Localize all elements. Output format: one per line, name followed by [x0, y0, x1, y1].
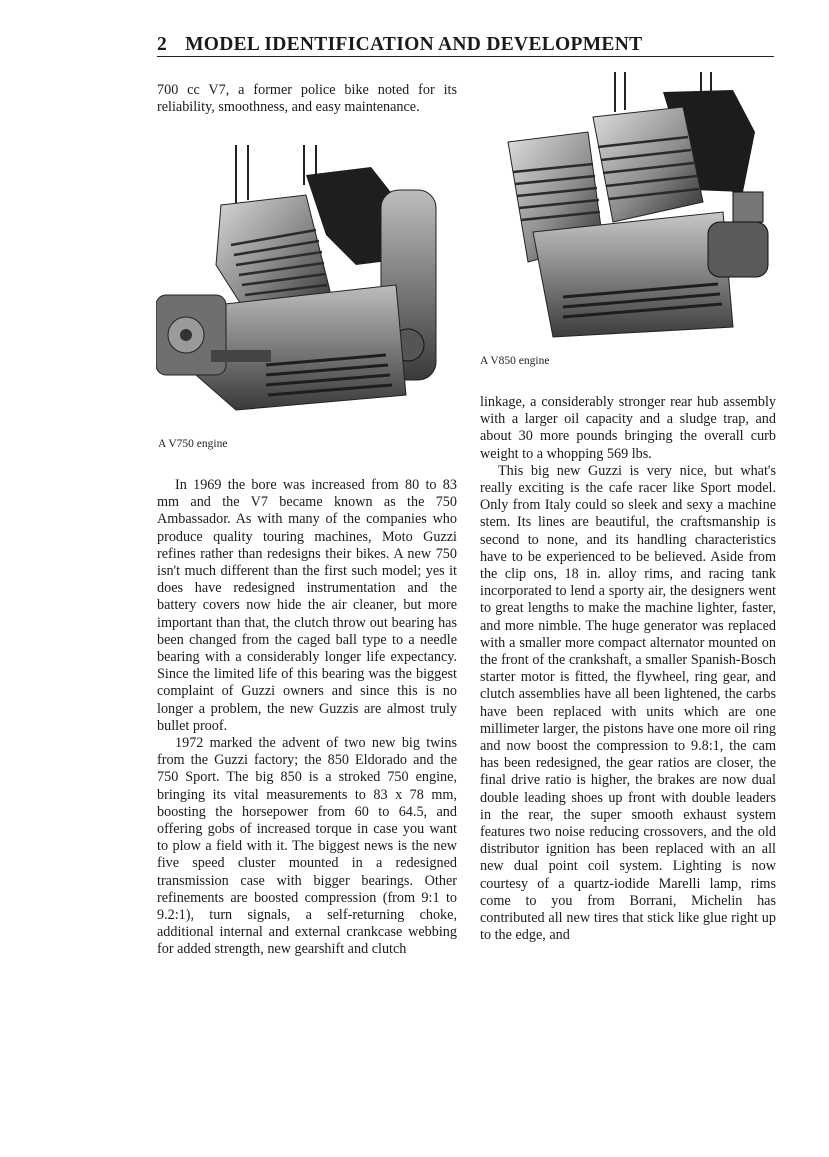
v750-caption: A V750 engine [158, 438, 228, 450]
page-header [157, 28, 774, 57]
paragraph-linkage: linkage, a considerably stronger rear hub assembly with a larger oil capacity and a sludge trap, and about 30 more pounds bringing the overall curb weight to a whopping 569 lbs. [480, 394, 776, 462]
left-body-text [157, 477, 457, 959]
v750-engine-photo [156, 145, 456, 427]
paragraph-1972: 1972 marked the advent of two new big twins from the Guzzi factory; the 850 Eldorado and the 750 Sport. The big 850 is a stroked 750 engine, bringing its vital measurements to 83 x 78 mm, boosting the horsepower from 60 to 64.5, and offering gobs of increased torque in case you want to plow a field with it. The biggest news is the new five speed cluster mounted in a redesigned transmission case with bigger bearings. Other refinements are boosted compression (from 9:1 to 9.2:1), turn signals, a self-returning choke, additional internal and external crankcase webbing for added strength, new gearshift and clutch [157, 735, 457, 958]
v850-caption: A V850 engine [480, 355, 550, 367]
page-number: 2 [157, 34, 168, 55]
intro-paragraph: 700 cc V7, a former police bike noted for its reliability, smoothness, and easy maintenance. [157, 82, 457, 116]
paragraph-1969: In 1969 the bore was increased from 80 to 83 mm and the V7 became known as the 750 Ambassador. As with many of the companies who produce quality touring machines, Moto Guzzi refines rather than redesigns their bikes. A new 750 isn't much different than the first such model; yes it does have redesigned instrumentation and the battery covers now hide the air cleaner, but more important than that, the clutch throw out bearing has been changed from the caged ball type to a needle bearing with a considerably longer life expectancy. Since the limited life of this bearing was the biggest complaint of Guzzi owners and since this is no longer a problem, the new Guzzis are almost truly bullet proof. [157, 477, 457, 734]
intro-text-block [157, 82, 457, 116]
right-body-text [480, 394, 776, 945]
v750-engine-illustration [156, 145, 456, 427]
paragraph-sport-model: This big new Guzzi is very nice, but what's really exciting is the cafe racer like Sport model. Only from Italy could so sleek and sexy a machine stem. Its lines are beautiful, the craftsmanship is second to none, and its handling characteristics have to be experienced to be believed. Aside from the clip ons, 18 in. alloy rims, and racing tank incorporated to lend a sporty air, the designers went to great lengths to make the machine lighter, faster, and more nimble. The huge generator was replaced with a smaller more compact alternator mounted on the front of the crankshaft, a smaller Spanish-Bosch starter motor is fitted, the flywheel, ring gear, and clutch assemblies have all been lightened, the carbs have been replaced with units which are one millimeter larger, the pistons have one more oil ring and now boost the compression to 9.8:1, the cam has been redesigned, the gear ratios are closer, the final drive ratio is higher, the brakes are now dual double leading shoes up front with double leaders in the rear, the super smooth exhaust system features two noise reducing crossovers, and the old distributor ignition has been replaced with an all new dual point coil system. Lighting is now courtesy of a quartz-iodide Marelli lamp, rims come to you from Borrani, Michelin has contributed all new tires that stick like glue right up to the edge, and [480, 462, 776, 944]
chapter-title: MODEL IDENTIFICATION AND DEVELOPMENT [185, 34, 643, 55]
v850-engine-illustration [493, 72, 777, 344]
v850-engine-photo [493, 72, 777, 344]
